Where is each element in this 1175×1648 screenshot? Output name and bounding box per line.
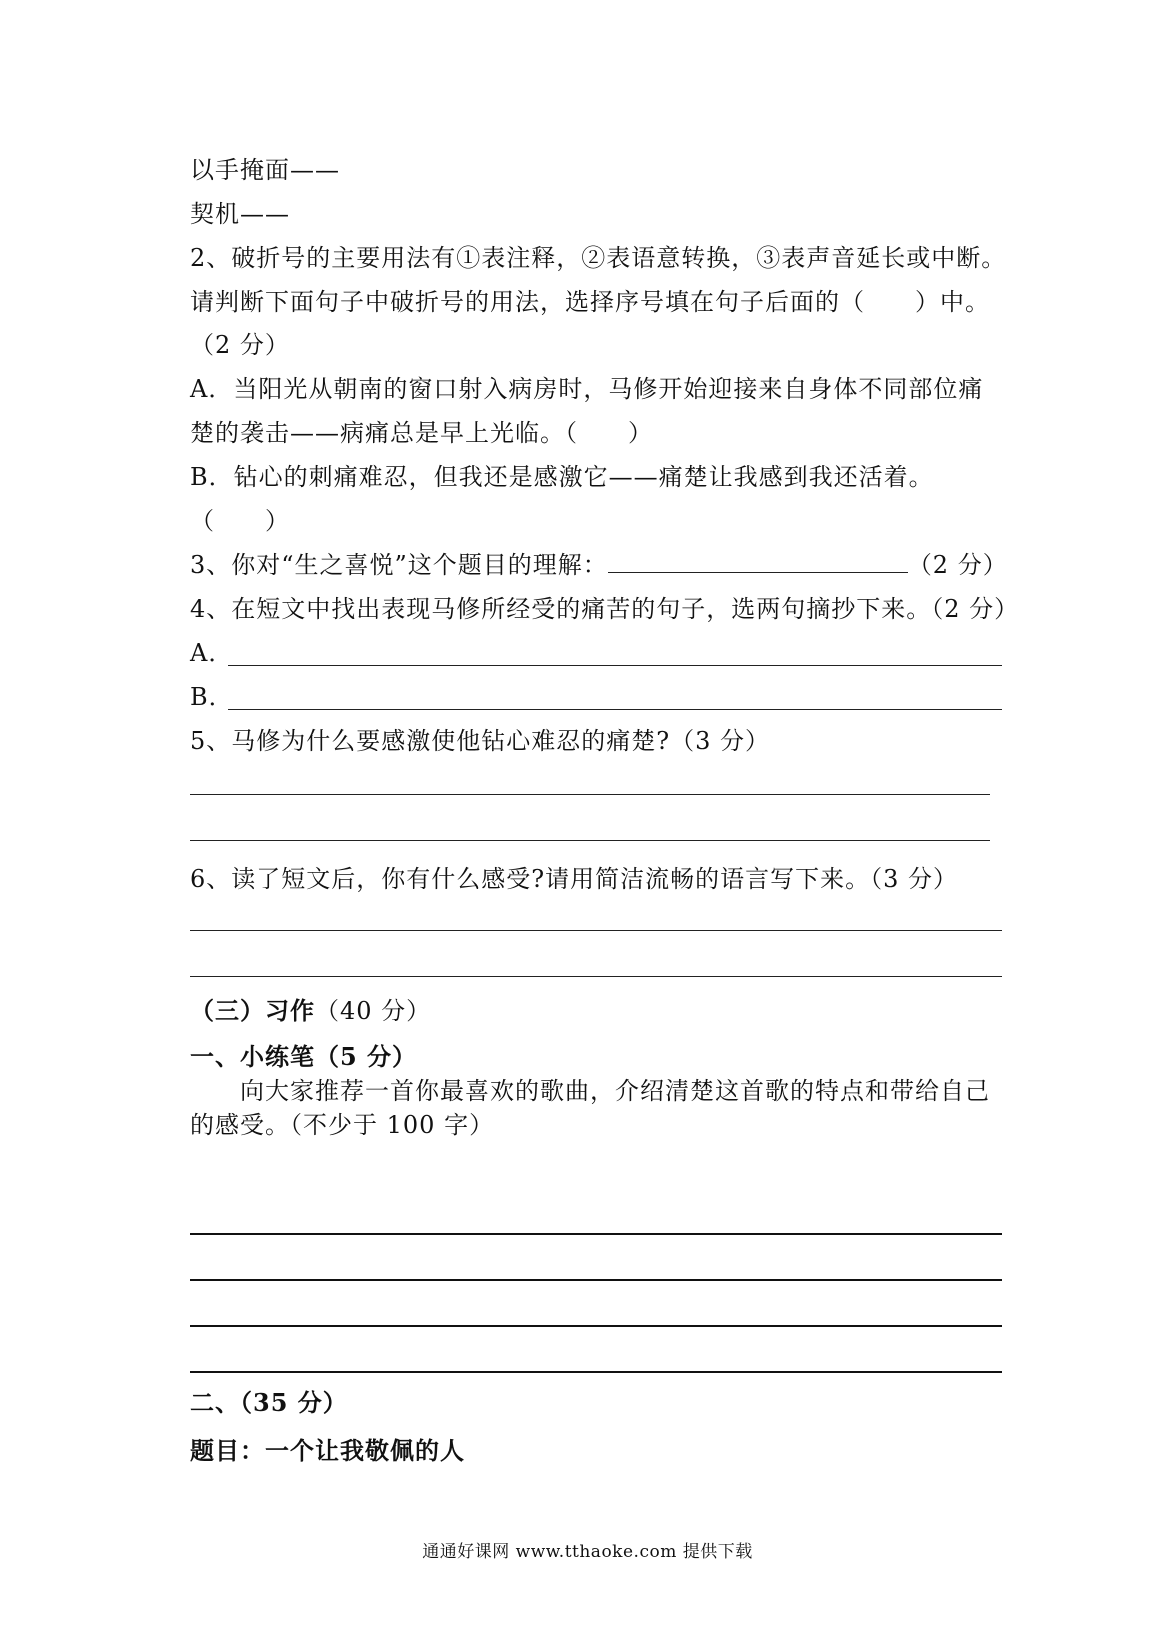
question-4: 4、在短文中找出表现马修所经受的痛苦的句子，选两句摘抄下来。（2 分） xyxy=(190,595,1020,623)
section-3-title: （三）习作 xyxy=(190,996,315,1025)
text-line: 以手掩面—— xyxy=(190,156,340,184)
question-3-prompt: 3、你对“生之喜悦”这个题目的理解： xyxy=(190,551,608,579)
answer-line-4a[interactable] xyxy=(228,665,1002,666)
writing-line[interactable] xyxy=(190,1233,1002,1235)
question-2b-answer-paren: （ ） xyxy=(190,507,290,535)
answer-line-6[interactable] xyxy=(190,930,1002,931)
page-footer: 通通好课网 www.tthaoke.com 提供下载 xyxy=(422,1542,753,1562)
answer-line-5[interactable] xyxy=(190,794,990,795)
question-2-stem: 2、破折号的主要用法有①表注释，②表语意转换，③表声音延长或中断。 xyxy=(190,244,1007,272)
text-line: 契机—— xyxy=(190,200,290,228)
question-4b-label: B． xyxy=(190,683,234,711)
section-3-heading xyxy=(190,994,1002,1028)
question-2a-text: A．当阳光从朝南的窗口射入病房时，马修开始迎接来自身体不同部位痛 xyxy=(190,375,984,403)
section-3-score: （40 分） xyxy=(315,997,432,1025)
question-2b-text: B．钻心的刺痛难忍，但我还是感激它——痛楚让我感到我还活着。 xyxy=(190,463,934,491)
question-2-instruction: 请判断下面句子中破折号的用法，选择序号填在句子后面的（ ）中。 xyxy=(190,288,990,316)
writing-line[interactable] xyxy=(190,1279,1002,1281)
answer-line-4b[interactable] xyxy=(228,709,1002,710)
question-3 xyxy=(190,548,1008,582)
question-2-score: （2 分） xyxy=(190,331,290,359)
question-5: 5、马修为什么要感激使他钻心难忍的痛楚?（3 分） xyxy=(190,727,771,755)
subsection-1-prompt: 的感受。（不少于 100 字） xyxy=(190,1111,495,1139)
question-3-score: （2 分） xyxy=(907,551,1008,579)
answer-line-6[interactable] xyxy=(190,976,1002,977)
question-4a-label: A． xyxy=(190,639,234,667)
question-2a-text: 楚的袭击——病痛总是早上光临。（ ） xyxy=(190,419,653,447)
essay-title: 题目：一个让我敬佩的人 xyxy=(190,1436,465,1465)
answer-line-5[interactable] xyxy=(190,840,990,841)
subsection-1-heading: 一、小练笔（5 分） xyxy=(190,1042,418,1071)
question-3-answer-blank[interactable] xyxy=(608,572,908,573)
writing-line[interactable] xyxy=(190,1325,1002,1327)
subsection-1-prompt: 向大家推荐一首你最喜欢的歌曲，介绍清楚这首歌的特点和带给自己 xyxy=(240,1077,990,1105)
subsection-2-heading: 二、（35 分） xyxy=(190,1388,348,1417)
writing-line[interactable] xyxy=(190,1371,1002,1373)
question-6: 6、读了短文后，你有什么感受?请用简洁流畅的语言写下来。（3 分） xyxy=(190,865,959,893)
